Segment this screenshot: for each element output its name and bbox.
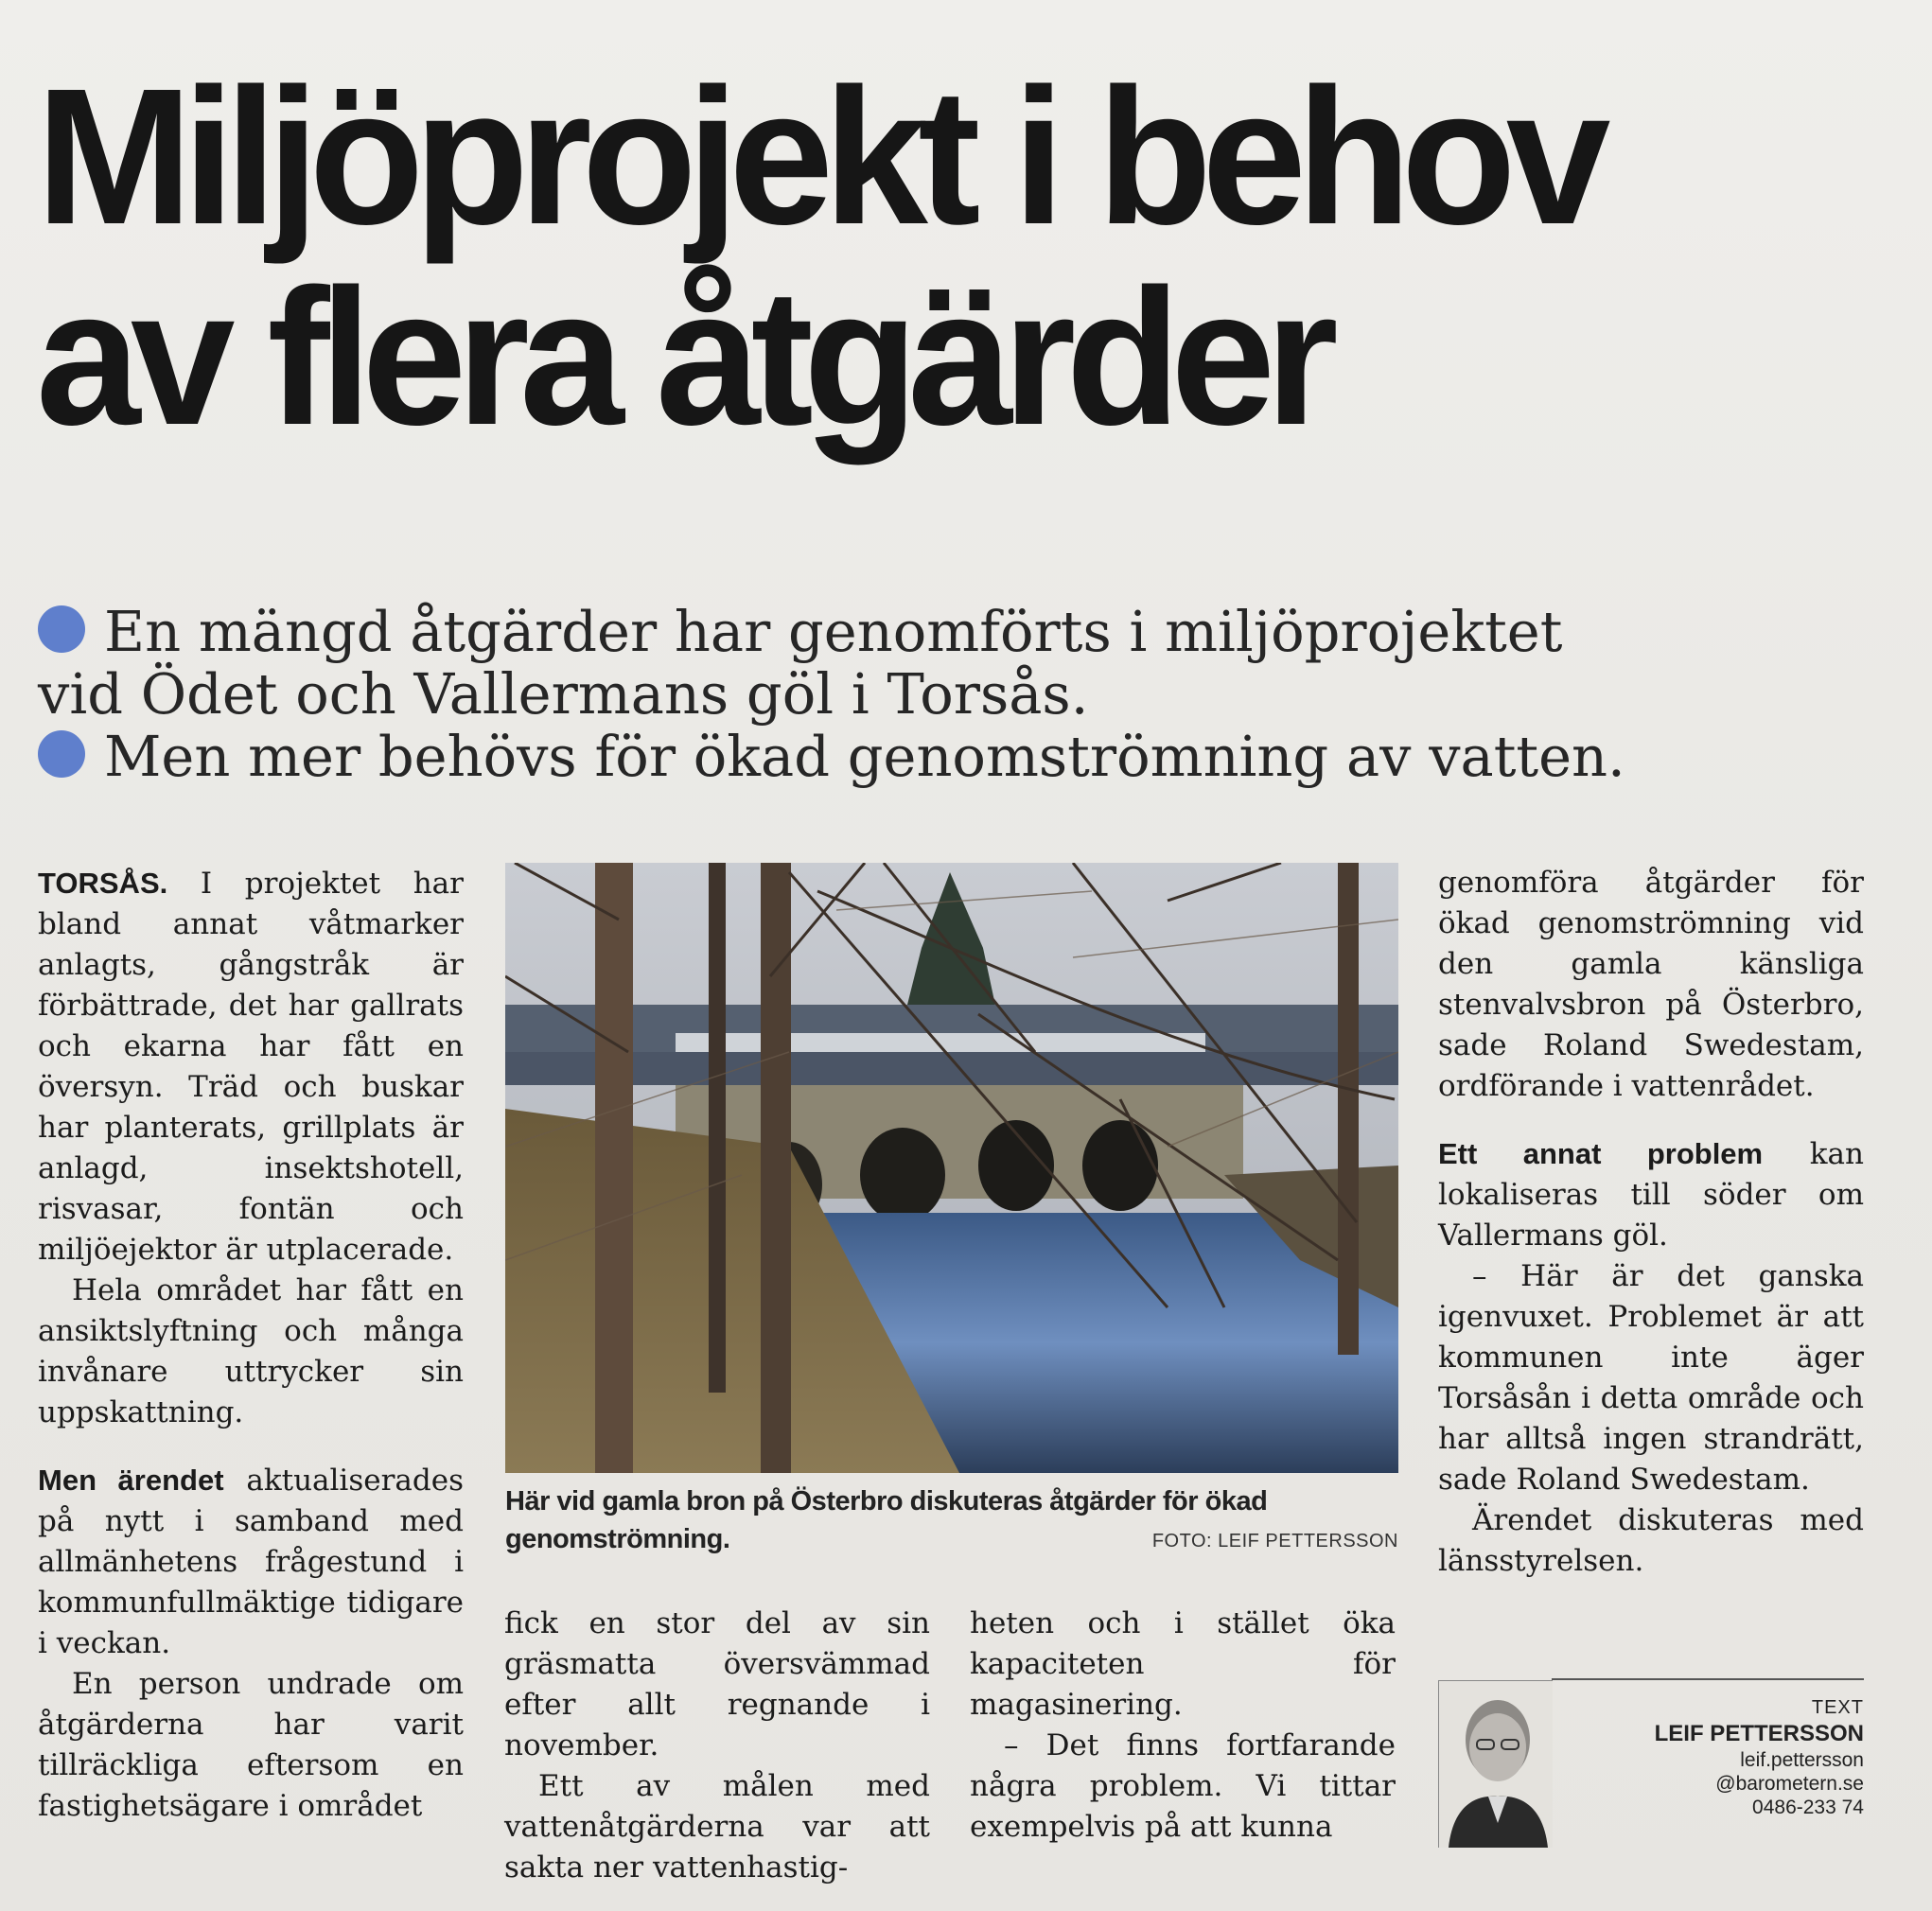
bullet-dot-icon <box>38 605 85 653</box>
paragraph: fick en stor del av sin gräsmatta översvämmad efter allt regnande i november. <box>504 1606 930 1762</box>
paragraph: genomföra åtgärder för ökad genomströmning vid den gamla känsliga stenvalvsbron på Österbro, sade Roland Swedestam, ordförande i vattenrådet. <box>1438 866 1864 1103</box>
paragraph: heten och i stället öka kapaciteten för magasinering. <box>970 1606 1396 1722</box>
paragraph: Ett av målen med vattenåtgärderna var att sakta ner vattenhastig- <box>504 1769 930 1885</box>
headline-line-2: av flera åtgärder <box>36 249 1329 465</box>
paragraph: Hela området har fått en ansiktslyftning och många invånare uttrycker sin uppskattning. <box>38 1273 464 1429</box>
bridge-photo <box>505 863 1398 1473</box>
author-photo <box>1438 1680 1553 1848</box>
paragraph <box>38 863 464 1271</box>
byline-text <box>1655 1695 1864 1819</box>
paragraph: – Här är det ganska igenvuxet. Problemet är att kommunen inte äger Torsåsån i detta område och har alltså ingen strandrätt, sade Roland Swedestam. <box>1438 1259 1864 1497</box>
paragraph <box>38 1460 464 1664</box>
author-phone: 0486-233 74 <box>1752 1797 1864 1818</box>
paragraph: Ärendet diskuteras med länsstyrelsen. <box>1438 1503 1864 1578</box>
author-email-line-2: @barometern.se <box>1715 1773 1864 1795</box>
paragraph <box>1438 1133 1864 1256</box>
ingress-point-2 <box>38 726 1665 788</box>
headline-line-1: Miljöprojekt i behov <box>36 48 1601 265</box>
body-column-2 <box>504 1604 930 1888</box>
bullet-dot-icon <box>38 730 85 778</box>
lead-in: Men ärendet <box>38 1464 224 1497</box>
body-column-4 <box>1438 863 1864 1582</box>
author-name: LEIF PETTERSSON <box>1654 1721 1864 1746</box>
lead-in: Ett annat problem <box>1438 1137 1764 1170</box>
author-email-line-1: leif.pettersson <box>1740 1749 1864 1771</box>
paragraph-text: kan lokaliseras till söder om Vallermans göl. <box>1438 1137 1864 1253</box>
headline <box>36 48 1853 465</box>
ingress-text-1: En mängd åtgärder har genomförts i miljöprojektet vid Ödet och Vallermans göl i Torsås. <box>38 599 1563 727</box>
paragraph: – Det finns fortfarande några problem. Vi tittar exempelvis på att kunna <box>970 1728 1396 1844</box>
byline <box>1438 1678 1864 1847</box>
byline-label: TEXT <box>1811 1697 1864 1718</box>
body-column-1 <box>38 863 464 1827</box>
photo-caption: Här vid gamla bron på Österbro diskuteras åtgärder för ökad genomströmning. <box>505 1486 1268 1554</box>
paragraph-text: aktualiserades på nytt i samband med allmänhetens frågestund i kommunfullmäktige tidigare i veckan. <box>38 1464 464 1660</box>
ingress <box>38 601 1665 788</box>
byline-rule <box>1552 1678 1864 1680</box>
paragraph-text: I projektet har bland annat våtmarker anlagts, gångstråk är förbättrade, det har gallrats och ekarna har fått en översyn. Träd och buskar har planterats, grillplats är anlagd, insektshotell, risvasar, fontän och miljöejektor är utplacerade. <box>38 867 464 1267</box>
photo-credit: FOTO: LEIF PETTERSSON <box>1151 1531 1398 1552</box>
dateline: TORSÅS. <box>38 867 168 900</box>
ingress-point-1 <box>38 601 1665 726</box>
body-column-3 <box>970 1604 1396 1848</box>
ingress-text-2: Men mer behövs för ökad genomströmning av vatten. <box>104 724 1625 789</box>
paragraph: En person undrade om åtgärderna har varit tillräckliga eftersom en fastighetsägare i området <box>38 1667 464 1823</box>
